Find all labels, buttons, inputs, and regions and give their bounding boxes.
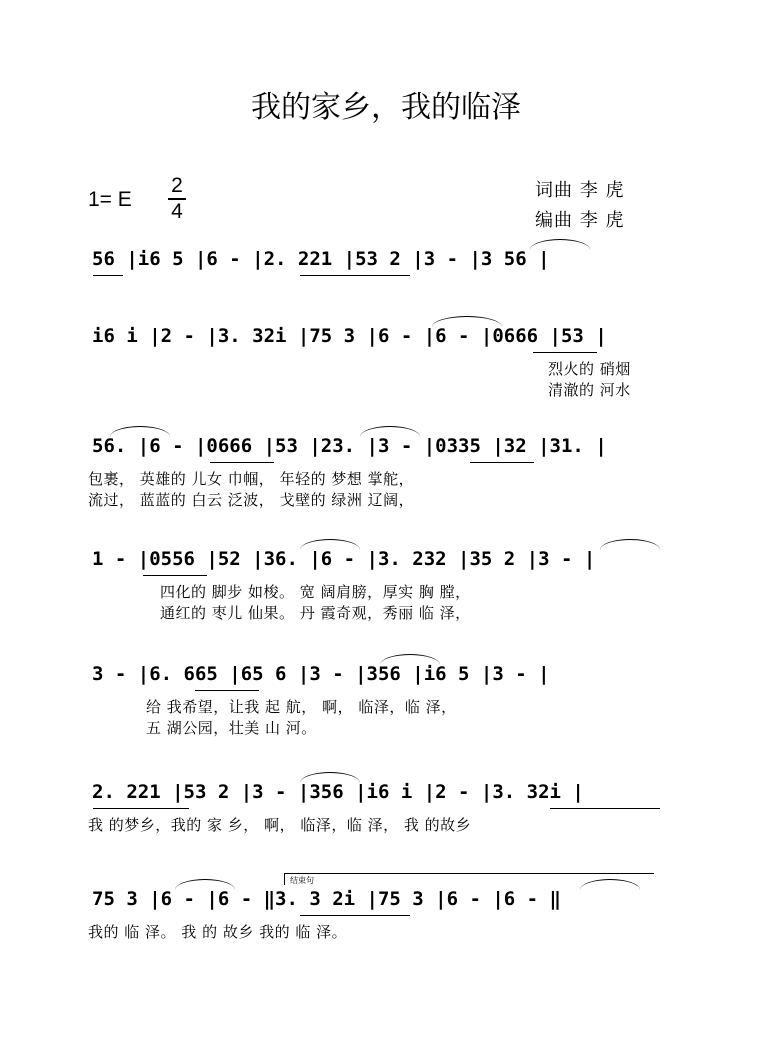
- lyric-verse-2: 通红的 枣儿 仙果。 丹 霞奇观，秀丽 临 泽，: [160, 604, 471, 622]
- score-row-3: [0, 432, 772, 509]
- lyric-verse-2: 五 湖公园，壮美 山 河。: [146, 719, 317, 737]
- score-row-6: [0, 778, 772, 834]
- notation-line-5: 3 - |6. 665 |65 6 |3 - |356 |i6 5 |3 - |: [92, 663, 550, 685]
- tie-slur: [580, 879, 640, 890]
- credit-lyrics-music: 词曲 李 虎: [535, 180, 625, 201]
- underline: [533, 352, 597, 353]
- score-row-7: [0, 876, 772, 941]
- underline: [93, 808, 189, 809]
- key-signature: 1= E: [88, 188, 132, 211]
- tie-slur: [175, 879, 235, 890]
- notation-line-4: 1 - |0556 |52 |36. |6 - |3. 232 |35 2 |3 - |: [92, 548, 596, 570]
- underline: [550, 808, 660, 809]
- notation-line-3: 56. |6 - |0666 |53 |23. |3 - |0335 |32 |31. |: [92, 435, 607, 457]
- lyric-verse-1: 给 我希望，让我 起 航， 啊， 临泽，临 泽，: [146, 698, 457, 716]
- underline: [300, 915, 410, 916]
- lyric-verse-2: 清澈的 河水: [548, 381, 631, 399]
- tie-slur: [380, 654, 440, 665]
- score-row-5: [0, 660, 772, 737]
- tie-slur: [300, 772, 360, 783]
- time-signature: [166, 174, 188, 224]
- lyric-verse-1: 我的 临 泽。 我 的 故乡 我的 临 泽。: [88, 923, 348, 941]
- notation-line-6: 2. 221 |53 2 |3 - |356 |i6 i |2 - |3. 32i |: [92, 781, 584, 803]
- time-signature-bottom: 4: [171, 200, 183, 223]
- ending-bracket-edge: [284, 873, 285, 885]
- lyric-verse-1: 烈火的 硝烟: [548, 360, 631, 378]
- score-row-4: [0, 545, 772, 622]
- song-title: 我的家乡，我的临泽: [251, 90, 521, 125]
- underline: [210, 462, 274, 463]
- underline: [195, 690, 259, 691]
- lyric-verse-1: 四化的 脚步 如梭。 宽 阔肩膀，厚实 胸 膛，: [160, 583, 471, 601]
- time-signature-top: 2: [171, 174, 183, 197]
- underline: [143, 575, 207, 576]
- score-row-2: [0, 322, 772, 399]
- lyric-verse-1: 包裹， 英雄的 儿女 巾帼， 年轻的 梦想 掌舵，: [88, 470, 415, 488]
- lyric-verse-2: 流过， 蓝蓝的 白云 泛波， 戈壁的 绿洲 辽阔，: [88, 491, 415, 509]
- score-row-1: [0, 245, 772, 285]
- notation-line-7: 75 3 |6 - |6 - ‖3. 3 2i |75 3 |6 - |6 - ‖: [92, 888, 561, 910]
- tie-slur: [360, 426, 420, 437]
- tie-slur: [110, 426, 170, 437]
- notation-line-1: 56 |i6 5 |6 - |2. 221 |53 2 |3 - |3 56 |: [92, 248, 550, 270]
- credit-arrangement: 编曲 李 虎: [535, 210, 625, 231]
- tie-slur: [600, 539, 660, 550]
- ending-label: 结束句: [290, 876, 314, 885]
- ending-bracket: [284, 873, 654, 874]
- underline: [470, 462, 534, 463]
- underline: [300, 275, 410, 276]
- tie-slur: [530, 239, 590, 250]
- tie-slur: [300, 539, 360, 550]
- lyric-verse-1: 我 的梦乡，我的 家 乡， 啊， 临泽，临 泽， 我 的故乡: [88, 816, 472, 834]
- tie-slur: [432, 316, 502, 327]
- notation-line-2: i6 i |2 - |3. 32i |75 3 |6 - |6 - |0666 |53 |: [92, 325, 607, 347]
- underline: [93, 275, 123, 276]
